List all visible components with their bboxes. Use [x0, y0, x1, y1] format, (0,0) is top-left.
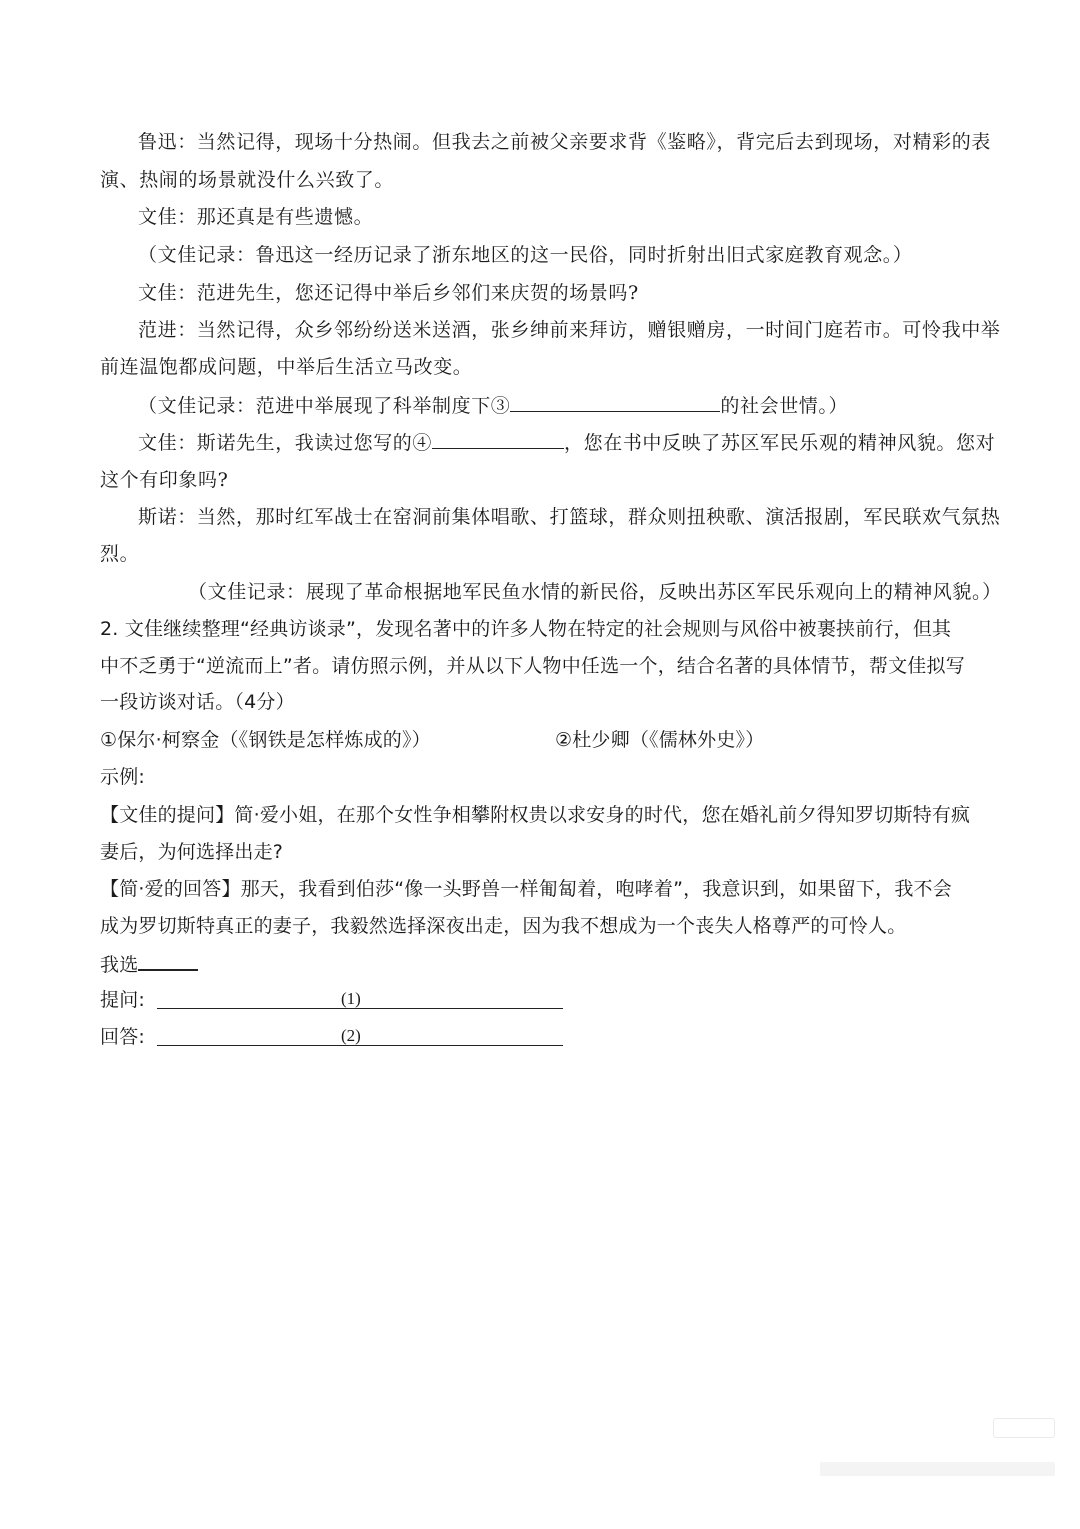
option-du-shaoqing: ②杜少卿（《儒林外史》） — [555, 729, 765, 751]
watermark-text — [820, 1462, 1055, 1476]
record-snow: （文佳记录：展现了革命根据地军民鱼水情的新民俗，反映出苏区军民乐观向上的精神风貌。） — [188, 581, 1002, 603]
question2-line2: 中不乏勇于“逆流而上”者。请仿照示例，并从以下人物中任选一个，结合名著的具体情节，帮文佳拟写 — [100, 655, 965, 677]
reply-number: (2) — [341, 1026, 361, 1045]
example-question-line2: 妻后，为何选择出走? — [100, 841, 284, 863]
question-label: 提问: — [100, 989, 146, 1011]
snow-answer-line1: 斯诺：当然，那时红军战士在窑洞前集体唱歌、打篮球，群众则扭秧歌、演活报剧，军民联欢气氛热 — [138, 506, 1001, 528]
luxun-answer-line2: 演、热闹的场景就没什么兴致了。 — [100, 169, 395, 191]
choose-label: 我选 — [100, 954, 139, 976]
wenjia-question-snow — [138, 430, 995, 455]
choose-blank[interactable] — [138, 951, 198, 971]
wenjia-question-snow-text: 文佳：斯诺先生，我读过您写的④ — [138, 432, 433, 454]
example-label: 示例: — [100, 766, 146, 788]
choose-row — [100, 951, 198, 977]
wenjia-question-snow-tail: ，您在书中反映了苏区军民乐观的精神风貌。您对 — [564, 432, 996, 454]
option-pavel: ①保尔·柯察金（《钢铁是怎样炼成的》） — [100, 729, 431, 751]
blank-3[interactable] — [510, 393, 720, 412]
fanjin-answer-line2: 前连温饱都成问题，中举后生活立马改变。 — [100, 356, 473, 378]
wenjia-question-snow-line2: 这个有印象吗? — [100, 469, 229, 491]
question2-line3: 一段访谈对话。（4分） — [100, 691, 295, 713]
wenjia-reply-1: 文佳：那还真是有些遗憾。 — [138, 206, 374, 228]
luxun-answer-line1: 鲁迅：当然记得，现场十分热闹。但我去之前被父亲要求背《鉴略》，背完后去到现场，对精彩的表 — [138, 131, 991, 153]
example-answer-line2: 成为罗切斯特真正的妻子，我毅然选择深夜出走，因为我不想成为一个丧失人格尊严的可怜人。 — [100, 915, 907, 937]
example-question-line1: 【文佳的提问】简·爱小姐，在那个女性争相攀附权贵以求安身的时代，您在婚礼前夕得知罗切斯特有疯 — [100, 804, 971, 826]
blank-4[interactable] — [432, 430, 564, 449]
wenjia-question-fanjin: 文佳：范进先生，您还记得中举后乡邻们来庆贺的场景吗? — [138, 282, 639, 304]
watermark-logo — [993, 1418, 1055, 1438]
reply-label: 回答: — [100, 1026, 146, 1048]
snow-answer-line2: 烈。 — [100, 543, 140, 565]
question-number: (1) — [341, 989, 361, 1008]
question2-line1: 2. 文佳继续整理“经典访谈录”，发现名著中的许多人物在特定的社会规则与风俗中被裹挟前行，但其 — [100, 618, 952, 640]
record-luxun: （文佳记录：鲁迅这一经历记录了浙东地区的这一民俗，同时折射出旧式家庭教育观念。） — [138, 244, 913, 266]
fanjin-answer-line1: 范进：当然记得，众乡邻纷纷送米送酒，张乡绅前来拜访，赠银赠房，一时间门庭若市。可怜我中举 — [138, 319, 1001, 341]
record-fanjin — [138, 393, 848, 418]
record-fanjin-tail: 的社会世情。） — [720, 395, 849, 417]
record-fanjin-text: （文佳记录：范进中举展现了科举制度下③ — [138, 395, 511, 417]
example-answer-line1: 【简·爱的回答】那天，我看到伯莎“像一头野兽一样匍匐着，咆哮着”，我意识到，如果留下，我不会 — [100, 878, 952, 900]
